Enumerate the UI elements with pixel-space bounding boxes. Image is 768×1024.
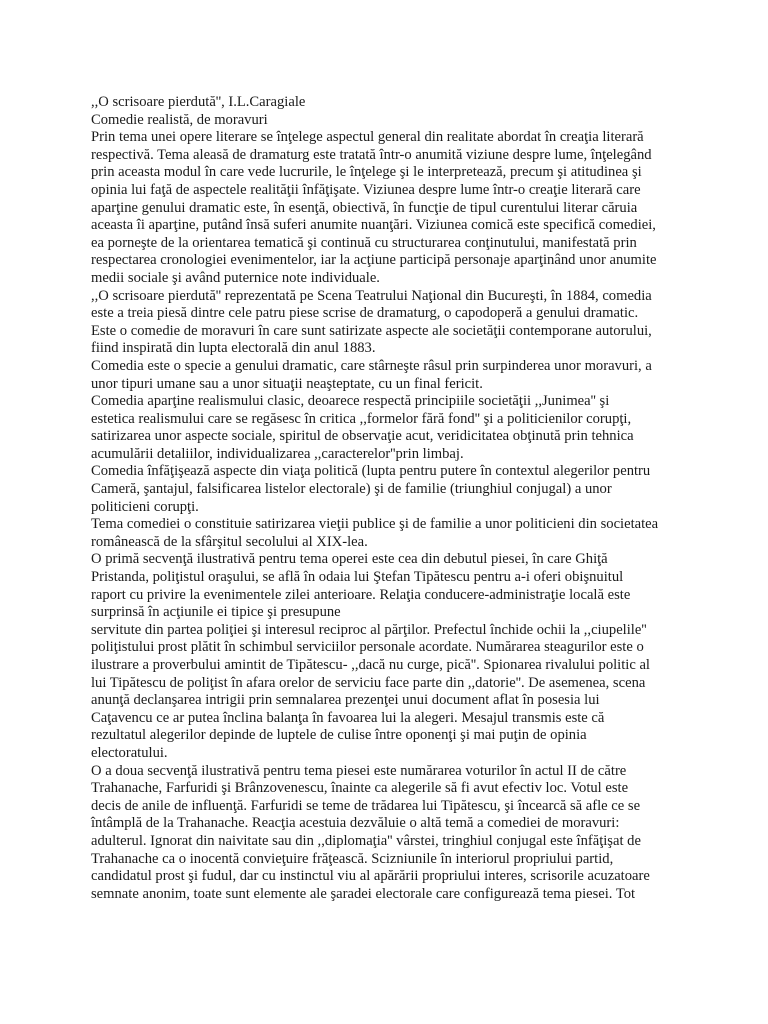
text-line: Este o comedie de moravuri în care sunt satirizate aspecte ale societăţii contemporane autorului, [91, 322, 652, 339]
text-line: surprinsă în acţiunile ei tipice şi presupune [91, 604, 341, 621]
text-line: lui Tipătescu de poliţist în afara orelor de serviciu face parte din ,,datorie''. De asemenea, scena [91, 674, 646, 691]
text-line: acumulării detaliilor, individualizarea ,,caracterelor''prin limbaj. [91, 445, 464, 462]
text-line: Cameră, şantajul, falsificarea listelor electorale) şi de familie (triunghiul conjugal) a unor [91, 481, 612, 498]
text-line: aceasta îi aparţine, putând însă suferi anumite nuanţări. Viziunea comică este specifică comediei, [91, 217, 656, 234]
text-line: ilustrare a proverbului amintit de Tipătescu- ,,dacă nu curge, pică''. Spionarea rivalului politic al [91, 657, 650, 673]
text-line: candidatul prost şi fudul, dar cu instinctul viu al apărării propriului interes, scrisorile acuzatoare [91, 868, 650, 885]
text-line: ea porneşte de la orientarea tematică şi continuă cu structurarea conţinutului, manifestată prin [91, 234, 637, 251]
text-line: anunţă declanşarea intrigii prin semnalarea prezenţei unui document aflat în posesia lui [91, 692, 600, 709]
text-line: ,,O scrisoare pierdută'' reprezentată pe Scena Teatrului Naţional din Bucureşti, în 1884, comedia [91, 287, 652, 304]
text-line: prin aceasta modul în care vede lucrurile, le înţelege şi le interpretează, precum şi atitudinea şi [91, 164, 642, 181]
text-line: raport cu privire la evenimentele zilei anterioare. Relaţia conducere-administraţie locală este [91, 586, 631, 603]
document-title: ,,O scrisoare pierdută'', I.L.Caragiale [91, 94, 306, 110]
text-line: opinia lui faţă de aspectele realităţii înfăţişate. Viziunea despre lume într-o creaţie literară care [91, 181, 641, 198]
text-line: O a doua secvenţă ilustrativă pentru tema piesei este numărarea voturilor în actul II de către [91, 762, 627, 779]
text-line: este a treia piesă dintre cele patru piese scrise de dramaturg, o capodoperă a genului dramatic. [91, 305, 639, 322]
text-line: poliţistului prost plătit în schimbul serviciilor personale acordate. Numărarea steagurilor este o [91, 639, 644, 656]
text-line: Comedia înfăţişează aspecte din viaţa politică (lupta pentru putere în contextul alegerilor pentru [91, 463, 651, 480]
text-line: Comedia este o specie a genului dramatic, care stârneşte râsul prin surpinderea unor moravuri, a [91, 357, 652, 374]
document-text [91, 94, 711, 903]
text-line: Prin tema unei opere literare se înţelege aspectul general din realitate abordat în creaţia literară [91, 129, 644, 146]
text-line: semnate anonim, toate sunt elemente ale şaradei electorale care configurează tema piesei. Tot [91, 885, 636, 902]
text-line: decis de anile de influenţă. Farfuridi se teme de trădarea lui Tipătescu, şi încearcă să afle ce se [91, 797, 641, 814]
text-line: Pristanda, poliţistul oraşului, se află în odaia lui Ştefan Tipătescu pentru a-i oferi obişnuitul [91, 569, 624, 586]
text-line: estetica realismului care se regăsesc în critica ,,formelor fără fond'' şi a politicienilor corupţi, [91, 410, 632, 427]
text-line: fiind inspirată din lupta electorală din anul 1883. [91, 340, 376, 357]
text-line: românească de la sfârşitul secolului al XIX-lea. [91, 533, 368, 550]
text-line: unor tipuri umane sau a unor situaţii neaşteptate, cu un final fericit. [91, 375, 483, 392]
text-line: servitute din partea poliţiei şi interesul reciproc al părţilor. Prefectul închide ochii la ,,ciupelile'' [91, 621, 647, 638]
text-line: politicieni corupţi. [91, 498, 199, 515]
text-line: Tema comediei o constituie satirizarea vieţii publice şi de familie a unor politicieni din societatea [91, 516, 659, 533]
text-line: medii sociale şi având puternice note individuale. [91, 269, 380, 286]
text-line: O primă secvenţă ilustrativă pentru tema operei este cea din debutul piesei, în care Ghiţă [91, 551, 608, 568]
text-line: electoratului. [91, 744, 168, 761]
document-subtitle: Comedie realistă, de moravuri [91, 111, 268, 128]
text-line: Trahanache, Farfuridi şi Brânzovenescu, înainte ca alegerile să fi avut efectiv loc. Votul este [91, 780, 629, 797]
text-line: rezultatul alegerilor depinde de luptele de culise între oponenţi şi mai puţin de opinia [91, 727, 587, 744]
text-line: adulterul. Ignorat din naivitate sau din ,,diplomaţia'' vârstei, tringhiul conjugal este înfăţişat de [91, 832, 641, 849]
text-line: Caţavencu ce ar putea înclina balanţa în favoarea lui la alegeri. Mesajul transmis este că [91, 709, 605, 726]
text-line: aparţine genului dramatic este, în esenţă, obiectivă, în funcţie de tipul curentului literar căruia [91, 199, 638, 216]
text-line: respectivă. Tema aleasă de dramaturg este tratată într-o anumită viziune despre lume, înţelegând [91, 146, 652, 163]
text-line: Comedia aparţine realismului clasic, deoarece respectă principiile societăţii ,,Junimea'' şi [91, 393, 610, 410]
text-line: satirizarea unor aspecte sociale, spiritul de observaţie acut, veridicitatea obţinută prin tehnica [91, 428, 634, 445]
text-line: Trahanache ca o inocentă convieţuire frăţească. Scizniunile în interiorul propriului partid, [91, 850, 614, 867]
text-line: respectarea cronologiei evenimentelor, iar la acţiune participă personaje aparţinând unor anumite [91, 252, 657, 269]
text-line: întâmplă de la Trahanache. Reacţia acestuia dezvăluie o altă temă a comediei de moravuri: [91, 815, 620, 832]
